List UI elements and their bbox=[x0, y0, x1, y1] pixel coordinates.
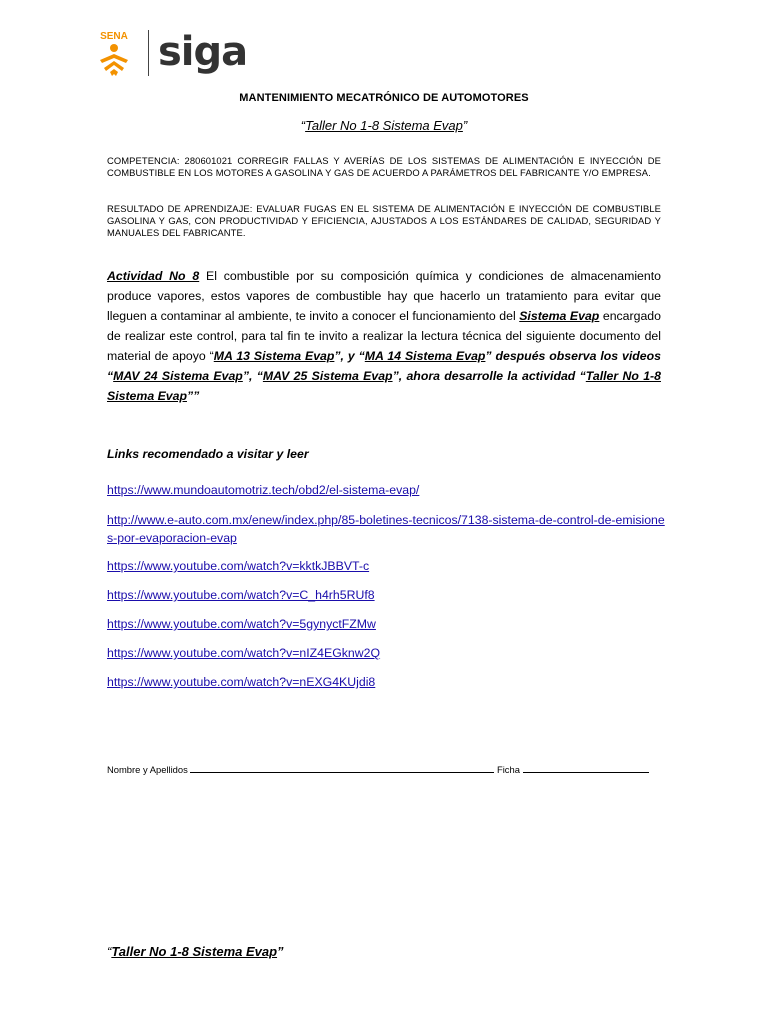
logo-divider bbox=[148, 30, 149, 76]
taller-ref: Taller No 1-8 Sistema Evap bbox=[107, 369, 661, 403]
activity-label: Actividad No 8 bbox=[107, 269, 200, 283]
link-mundoautomotriz[interactable]: https://www.mundoautomotriz.tech/obd2/el-sistema-evap/ bbox=[107, 483, 420, 497]
bottom-title: “Taller No 1-8 Sistema Evap” bbox=[107, 944, 284, 959]
sistema-evap-ref: Sistema Evap bbox=[519, 309, 600, 323]
svg-text:SENA: SENA bbox=[100, 31, 128, 42]
bottom-title-text: Taller No 1-8 Sistema Evap bbox=[111, 944, 278, 959]
ficha-label: Ficha bbox=[497, 764, 520, 775]
document-subtitle: “Taller No 1-8 Sistema Evap” bbox=[300, 118, 468, 133]
link-youtube-2[interactable]: https://www.youtube.com/watch?v=C_h4rh5RUf8 bbox=[107, 588, 375, 602]
activity-paragraph: Actividad No 8 El combustible por su composición química y condiciones de almacenamiento produce vapores, estos vapores de combustible hay que hacerlo un tratamiento para evitar que lleguen a contaminar al ambiente, te invito a conocer el funcionamiento del Sistema Evap encargado de realizar este control, para tal fin te invito a realizar la lectura técnica del siguiente documento del material de apoyo “MA 13 Sistema Evap”, y “MA 14 Sistema Evap” después observa los videos “MAV 24 Sistema Evap”, “MAV 25 Sistema Evap”, ahora desarrolle la actividad “Taller No 1-8 Sistema Evap”” bbox=[107, 269, 661, 403]
name-blank-field[interactable] bbox=[190, 763, 494, 773]
competencia-text: COMPETENCIA: 280601021 CORREGIR FALLAS Y AVERÍAS DE LOS SISTEMAS DE ALIMENTACIÓN E INYECCIÓN DE COMBUSTIBLE EN LOS MOTORES A GASOLINA Y GAS DE ACUERDO A PARÁMETROS DEL FABRICANTE Y/O EMPRESA. bbox=[107, 155, 661, 178]
ficha-blank-field[interactable] bbox=[523, 763, 649, 773]
ma14-ref: MA 14 Sistema Evap bbox=[364, 349, 486, 363]
subtitle-text: Taller No 1-8 Sistema Evap bbox=[305, 118, 463, 133]
links-heading: Links recomendado a visitar y leer bbox=[107, 447, 309, 461]
link-youtube-1[interactable]: https://www.youtube.com/watch?v=kktkJBBVT-c bbox=[107, 559, 370, 573]
mav25-ref: MAV 25 Sistema Evap bbox=[262, 369, 393, 383]
link-youtube-5[interactable]: https://www.youtube.com/watch?v=nEXG4KUjdi8 bbox=[107, 675, 376, 689]
logo-area bbox=[90, 28, 250, 80]
signature-line bbox=[107, 763, 649, 775]
link-youtube-4[interactable]: https://www.youtube.com/watch?v=nIZ4EGknw2Q bbox=[107, 646, 381, 660]
document-title: MANTENIMIENTO MECATRÓNICO DE AUTOMOTORES bbox=[239, 92, 529, 104]
sena-logo-icon bbox=[90, 28, 138, 78]
resultado-text: RESULTADO DE APRENDIZAJE: EVALUAR FUGAS EN EL SISTEMA DE ALIMENTACIÓN E INYECCIÓN DE COMBUSTIBLE GASOLINA Y GAS, CON PRODUCTIVIDAD Y EFICIENCIA, AJUSTADOS A LOS ESTÁNDARES DE CALIDAD, SEGURIDAD Y MANUALES DEL FABRICANTE. bbox=[107, 203, 661, 238]
siga-logo: siga bbox=[158, 29, 248, 75]
mav24-ref: MAV 24 Sistema Evap bbox=[113, 369, 243, 383]
name-label: Nombre y Apellidos bbox=[107, 764, 188, 775]
ma13-ref: MA 13 Sistema Evap bbox=[213, 349, 335, 363]
link-e-auto[interactable]: http://www.e-auto.com.mx/enew/index.php/85-boletines-tecnicos/7138-sistema-de-control-de-emisiones-por-evaporacion-evap bbox=[107, 513, 665, 545]
link-youtube-3[interactable]: https://www.youtube.com/watch?v=5gynyctFZMw bbox=[107, 617, 376, 631]
